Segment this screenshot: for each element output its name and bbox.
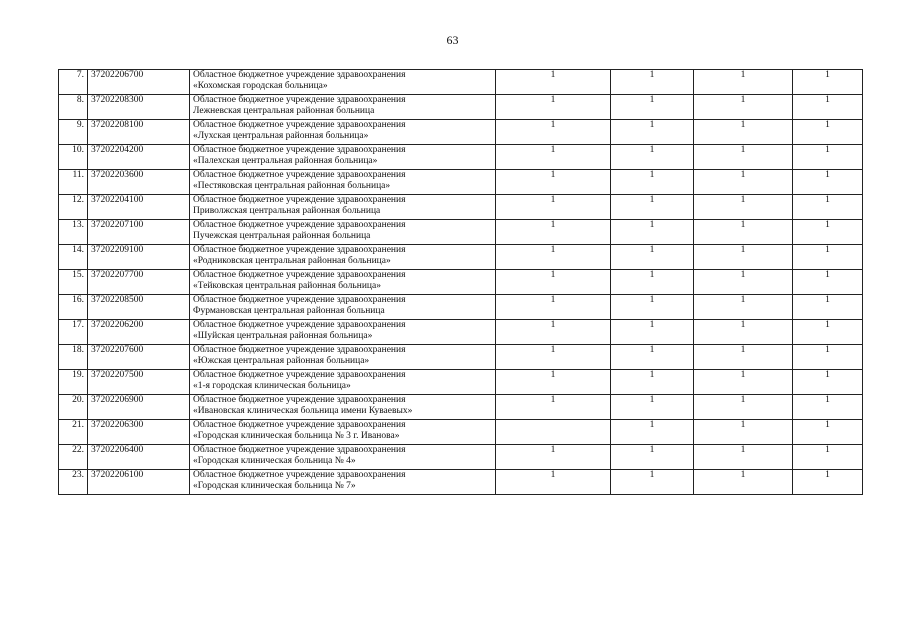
institution-name [190, 470, 496, 495]
row-number: 23. [59, 470, 88, 495]
institution-code: 37202206100 [88, 470, 190, 495]
value-cell-3: 1 [694, 120, 793, 145]
value-cell-1: 1 [496, 370, 611, 395]
value-cell-1: 1 [496, 95, 611, 120]
institution-name-line-1: Областное бюджетное учреждение здравоохранения [193, 270, 406, 280]
value-cell-1: 1 [496, 245, 611, 270]
table-row [59, 320, 863, 345]
value-cell-4: 1 [793, 445, 863, 470]
table-row [59, 120, 863, 145]
value-cell-4: 1 [793, 245, 863, 270]
institution-name-line-2: «Городская клиническая больница № 7» [193, 481, 356, 491]
institution-name [190, 420, 496, 445]
value-cell-2: 1 [611, 295, 694, 320]
institution-name-line-1: Областное бюджетное учреждение здравоохранения [193, 145, 406, 155]
value-cell-3: 1 [694, 395, 793, 420]
institution-name-line-2: Приволжская центральная районная больница [193, 206, 381, 216]
value-cell-3: 1 [694, 445, 793, 470]
value-cell-3: 1 [694, 320, 793, 345]
table-row [59, 470, 863, 495]
row-number: 11. [59, 170, 88, 195]
institution-name [190, 395, 496, 420]
value-cell-2: 1 [611, 420, 694, 445]
value-cell-1: 1 [496, 295, 611, 320]
institution-name-line-1: Областное бюджетное учреждение здравоохранения [193, 195, 406, 205]
institution-name-line-1: Областное бюджетное учреждение здравоохранения [193, 320, 406, 330]
value-cell-2: 1 [611, 370, 694, 395]
value-cell-2: 1 [611, 245, 694, 270]
row-number: 10. [59, 145, 88, 170]
value-cell-2: 1 [611, 195, 694, 220]
table-row [59, 345, 863, 370]
institution-name [190, 370, 496, 395]
institution-name [190, 295, 496, 320]
institutions-table [58, 69, 863, 495]
table-row [59, 170, 863, 195]
value-cell-3: 1 [694, 220, 793, 245]
institution-name [190, 70, 496, 95]
row-number: 21. [59, 420, 88, 445]
value-cell-4: 1 [793, 470, 863, 495]
institution-name [190, 145, 496, 170]
institution-code: 37202206900 [88, 395, 190, 420]
value-cell-3: 1 [694, 95, 793, 120]
page-number: 63 [446, 33, 459, 47]
value-cell-4: 1 [793, 320, 863, 345]
value-cell-3: 1 [694, 420, 793, 445]
value-cell-4: 1 [793, 420, 863, 445]
value-cell-2: 1 [611, 320, 694, 345]
value-cell-1: 1 [496, 320, 611, 345]
value-cell-3: 1 [694, 295, 793, 320]
value-cell-1: 1 [496, 270, 611, 295]
value-cell-2: 1 [611, 70, 694, 95]
value-cell-2: 1 [611, 345, 694, 370]
institution-code: 37202203600 [88, 170, 190, 195]
value-cell-4: 1 [793, 220, 863, 245]
row-number: 16. [59, 295, 88, 320]
row-number: 15. [59, 270, 88, 295]
value-cell-2: 1 [611, 170, 694, 195]
institution-name [190, 345, 496, 370]
institution-name-line-2: «Палехская центральная районная больница» [193, 156, 378, 166]
institution-name-line-1: Областное бюджетное учреждение здравоохранения [193, 95, 406, 105]
value-cell-3: 1 [694, 345, 793, 370]
table-row [59, 395, 863, 420]
value-cell-4: 1 [793, 95, 863, 120]
institution-name-line-2: «Южская центральная районная больница» [193, 356, 370, 366]
value-cell-2: 1 [611, 445, 694, 470]
institution-name-line-2: «Городская клиническая больница № 3 г. Иванова» [193, 431, 400, 441]
table-row [59, 270, 863, 295]
row-number: 7. [59, 70, 88, 95]
institution-name-line-1: Областное бюджетное учреждение здравоохранения [193, 295, 406, 305]
institution-name [190, 270, 496, 295]
value-cell-4: 1 [793, 145, 863, 170]
value-cell-1: 1 [496, 445, 611, 470]
value-cell-1: 1 [496, 195, 611, 220]
row-number: 14. [59, 245, 88, 270]
institution-code: 37202207100 [88, 220, 190, 245]
institution-code: 37202206700 [88, 70, 190, 95]
institution-name-line-2: «Родниковская центральная районная больница» [193, 256, 391, 266]
institution-name-line-1: Областное бюджетное учреждение здравоохранения [193, 395, 406, 405]
value-cell-2: 1 [611, 395, 694, 420]
row-number: 12. [59, 195, 88, 220]
institution-name-line-2: «Городская клиническая больница № 4» [193, 456, 356, 466]
value-cell-1: 1 [496, 145, 611, 170]
table-row [59, 370, 863, 395]
row-number: 13. [59, 220, 88, 245]
value-cell-4: 1 [793, 70, 863, 95]
value-cell-4: 1 [793, 395, 863, 420]
table-row [59, 70, 863, 95]
institution-name-line-1: Областное бюджетное учреждение здравоохранения [193, 70, 406, 80]
value-cell-1: 1 [496, 220, 611, 245]
institution-name-line-2: «Тейковская центральная районная больница» [193, 281, 381, 291]
value-cell-1: 1 [496, 345, 611, 370]
institution-name-line-2: «1-я городская клиническая больница» [193, 381, 351, 391]
institution-name-line-2: «Кохомская городская больница» [193, 81, 328, 91]
table-row [59, 245, 863, 270]
institution-name-line-1: Областное бюджетное учреждение здравоохранения [193, 445, 406, 455]
value-cell-2: 1 [611, 470, 694, 495]
row-number: 8. [59, 95, 88, 120]
value-cell-2: 1 [611, 145, 694, 170]
value-cell-1 [496, 420, 611, 445]
institution-code: 37202207700 [88, 270, 190, 295]
value-cell-4: 1 [793, 295, 863, 320]
value-cell-2: 1 [611, 220, 694, 245]
institution-code: 37202204100 [88, 195, 190, 220]
value-cell-4: 1 [793, 195, 863, 220]
value-cell-3: 1 [694, 470, 793, 495]
row-number: 9. [59, 120, 88, 145]
institution-name [190, 320, 496, 345]
table-row [59, 220, 863, 245]
row-number: 22. [59, 445, 88, 470]
value-cell-2: 1 [611, 270, 694, 295]
table-body [59, 70, 863, 495]
institution-name-line-1: Областное бюджетное учреждение здравоохранения [193, 470, 406, 480]
value-cell-3: 1 [694, 170, 793, 195]
institution-name-line-2: «Лухская центральная районная больница» [193, 131, 369, 141]
institution-name-line-2: Лежневская центральная районная больница [193, 106, 375, 116]
row-number: 19. [59, 370, 88, 395]
institution-code: 37202206400 [88, 445, 190, 470]
institution-code: 37202207600 [88, 345, 190, 370]
institution-code: 37202208300 [88, 95, 190, 120]
value-cell-3: 1 [694, 245, 793, 270]
row-number: 17. [59, 320, 88, 345]
value-cell-3: 1 [694, 195, 793, 220]
value-cell-1: 1 [496, 170, 611, 195]
institution-name-line-1: Областное бюджетное учреждение здравоохранения [193, 120, 406, 130]
value-cell-4: 1 [793, 370, 863, 395]
value-cell-1: 1 [496, 395, 611, 420]
value-cell-4: 1 [793, 120, 863, 145]
table-row [59, 95, 863, 120]
institution-name [190, 220, 496, 245]
row-number: 20. [59, 395, 88, 420]
institution-code: 37202208100 [88, 120, 190, 145]
institution-name-line-1: Областное бюджетное учреждение здравоохранения [193, 170, 406, 180]
table-row [59, 295, 863, 320]
table-row [59, 145, 863, 170]
institution-name-line-1: Областное бюджетное учреждение здравоохранения [193, 345, 406, 355]
value-cell-4: 1 [793, 170, 863, 195]
value-cell-1: 1 [496, 70, 611, 95]
value-cell-1: 1 [496, 470, 611, 495]
institution-code: 37202208500 [88, 295, 190, 320]
institution-code: 37202206200 [88, 320, 190, 345]
value-cell-1: 1 [496, 120, 611, 145]
institution-name-line-1: Областное бюджетное учреждение здравоохранения [193, 420, 406, 430]
institution-name [190, 245, 496, 270]
value-cell-3: 1 [694, 70, 793, 95]
institution-name [190, 120, 496, 145]
value-cell-2: 1 [611, 95, 694, 120]
institution-name [190, 445, 496, 470]
row-number: 18. [59, 345, 88, 370]
institution-code: 37202206300 [88, 420, 190, 445]
institution-name [190, 95, 496, 120]
value-cell-4: 1 [793, 345, 863, 370]
value-cell-3: 1 [694, 370, 793, 395]
institution-code: 37202207500 [88, 370, 190, 395]
institution-name-line-1: Областное бюджетное учреждение здравоохранения [193, 245, 406, 255]
table-row [59, 445, 863, 470]
institution-name-line-1: Областное бюджетное учреждение здравоохранения [193, 220, 406, 230]
institution-code: 37202209100 [88, 245, 190, 270]
institution-name-line-2: Пучежская центральная районная больница [193, 231, 371, 241]
institution-name-line-2: «Шуйская центральная районная больница» [193, 331, 373, 341]
institution-name [190, 195, 496, 220]
value-cell-3: 1 [694, 145, 793, 170]
institution-name-line-2: «Пестяковская центральная районная больница» [193, 181, 391, 191]
institution-name-line-2: «Ивановская клиническая больница имени Куваевых» [193, 406, 413, 416]
institution-name [190, 170, 496, 195]
institution-name-line-1: Областное бюджетное учреждение здравоохранения [193, 370, 406, 380]
institution-name-line-2: Фурмановская центральная районная больница [193, 306, 385, 316]
institution-code: 37202204200 [88, 145, 190, 170]
value-cell-3: 1 [694, 270, 793, 295]
table-row [59, 195, 863, 220]
value-cell-2: 1 [611, 120, 694, 145]
table-row [59, 420, 863, 445]
value-cell-4: 1 [793, 270, 863, 295]
